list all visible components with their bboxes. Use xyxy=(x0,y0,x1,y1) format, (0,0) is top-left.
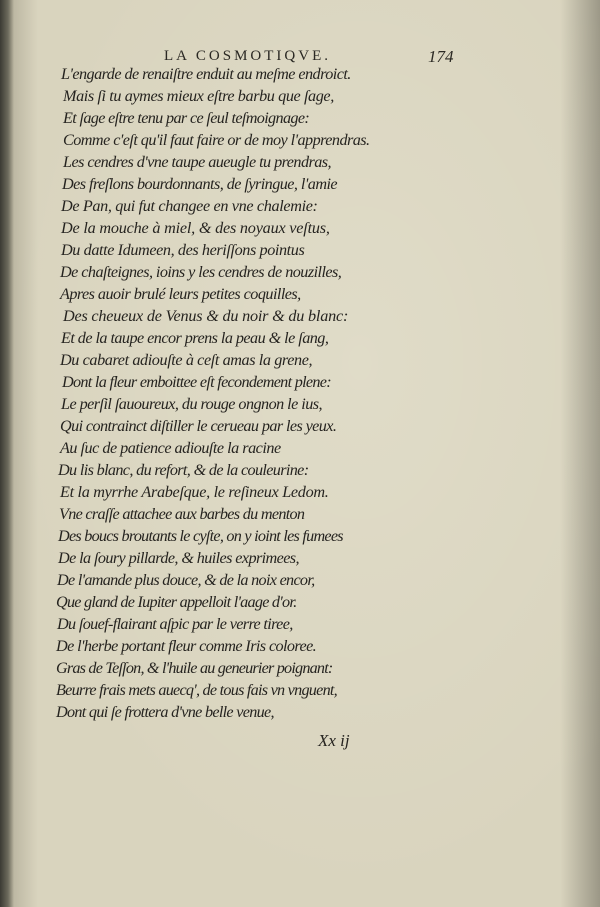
verse-line: De la ſoury pillarde, & huiles exprimees, xyxy=(58,549,299,567)
gathering-signature: Xx ij xyxy=(318,731,350,750)
verse-line: Comme c'eſt qu'il faut faire or de moy l'apprendras. xyxy=(63,131,370,149)
verse-line: Mais ſi tu aymes mieux eſtre barbu que ſage, xyxy=(63,87,334,105)
verse-line: Et de la taupe encor prens la peau & le ſang, xyxy=(61,329,329,347)
verse-line: Qui contrainct diſtiller le cerueau par les yeux. xyxy=(60,417,337,435)
verse-line: Du datte Idumeen, des heriſſons pointus xyxy=(61,241,305,259)
verse-line: Le perſil ſauoureux, du rouge ongnon le ius, xyxy=(61,395,323,413)
verse-line: Des cheueux de Venus & du noir & du blanc: xyxy=(63,307,349,325)
verse-line: Et ſage eſtre tenu par ce ſeul teſmoignage: xyxy=(63,109,310,127)
verse-line: Dont qui ſe frottera d'vne belle venue, xyxy=(56,703,274,721)
verse-line: Du cabaret adiouſte à ceſt amas la grene, xyxy=(60,351,313,369)
verse-line: Vne craſſe attachee aux barbes du menton xyxy=(59,505,305,523)
verse-line: Que gland de Iupiter appelloit l'aage d'or. xyxy=(56,593,297,611)
page-number: 174 xyxy=(428,47,454,66)
verse-line: De la mouche à miel, & des noyaux veſtus, xyxy=(61,219,330,237)
verse-line: Au ſuc de patience adiouſte la racine xyxy=(60,439,281,457)
page-gutter xyxy=(0,0,14,907)
verse-line: De Pan, qui fut changee en vne chalemie: xyxy=(61,197,318,215)
verse-line: Beurre frais mets auecq', de tous fais vn vnguent, xyxy=(56,681,337,699)
verse-line: L'engarde de renaiſtre enduit au meſme endroict. xyxy=(61,65,351,83)
verse-line: De l'amande plus douce, & de la noix encor, xyxy=(57,571,315,589)
verse-line: De chaſteignes, ioins y les cendres de nouzilles, xyxy=(60,263,342,281)
verse-line: Du ſouef-flairant aſpic par le verre tiree, xyxy=(57,615,293,633)
verse-line: De l'herbe portant fleur comme Iris coloree. xyxy=(56,637,317,655)
verse-line: Dont la fleur emboittee eſt fecondement plene: xyxy=(62,373,331,391)
verse-line: Apres auoir brulé leurs petites coquilles, xyxy=(60,285,301,303)
verse-line: Des freſlons bourdonnants, de ſyringue, l'amie xyxy=(62,175,338,193)
verse-line: Les cendres d'vne taupe aueugle tu prendras, xyxy=(63,153,332,171)
verse-line: Du lis blanc, du refort, & de la couleurine: xyxy=(58,461,309,479)
verse-line: Gras de Teſſon, & l'huile au geneurier poignant: xyxy=(56,659,333,677)
running-head: LA COSMOTIQVE. xyxy=(164,48,332,64)
verse-line: Et la myrrhe Arabeſque, le reſineux Ledom. xyxy=(60,483,329,501)
verse-line: Des boucs broutants le cyſte, on y ioint les fumees xyxy=(58,527,343,545)
